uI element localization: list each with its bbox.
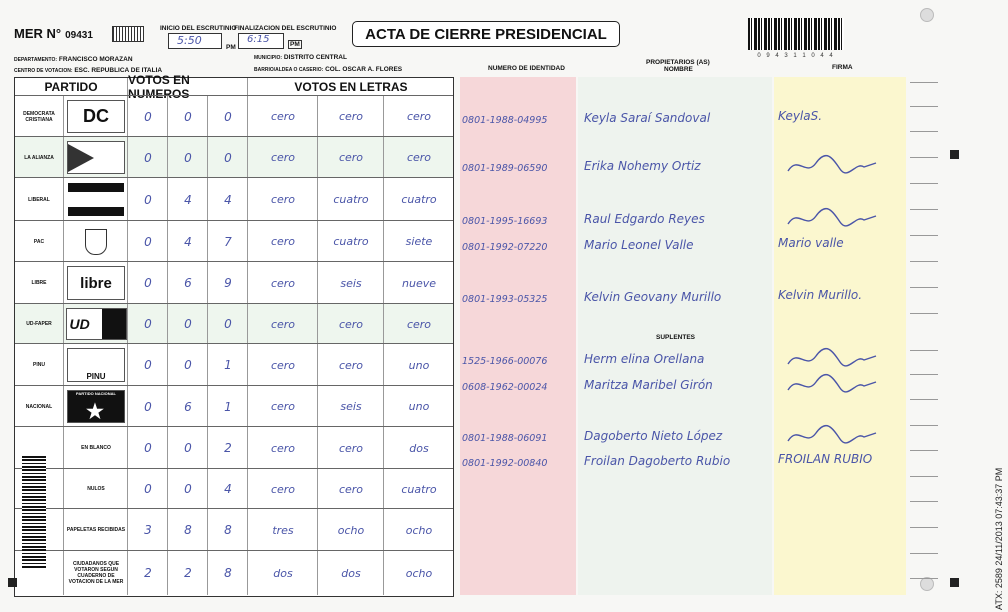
vote-word: cero	[247, 304, 318, 344]
signature-scribble	[784, 372, 880, 398]
member-id: 0801-1992-00840	[462, 458, 548, 469]
vote-digit: 1	[207, 344, 248, 386]
vote-word: dos	[317, 551, 384, 595]
table-row	[15, 426, 453, 469]
vote-word: cuatro	[317, 178, 384, 221]
final-box	[238, 33, 284, 49]
party-name: CIUDADANOS QUE VOTARON SEGUN CUADERNO DE VOTACION DE LA MER	[63, 551, 128, 595]
row-guide-line	[910, 157, 938, 158]
final-label: FINALIZACION DEL ESCRUTINIO	[234, 25, 337, 32]
id-column-stripe	[460, 77, 576, 595]
vote-digit: 0	[167, 427, 208, 469]
barcode-number: 0 9 4 3 1 1 0 4 4	[757, 53, 835, 59]
vote-digit: 0	[167, 304, 208, 344]
member-id: 0801-1988-06091	[462, 433, 548, 444]
row-guide-line	[910, 261, 938, 262]
vote-word: cero	[317, 427, 384, 469]
signature-scribble	[784, 346, 880, 372]
centro-value: ESC. REPUBLICA DE ITALIA	[74, 67, 163, 74]
member-signature: KeylaS.	[778, 109, 823, 123]
vote-word: cero	[383, 304, 454, 344]
row-guide-line	[910, 131, 938, 132]
member-signature: Mario valle	[778, 236, 844, 250]
member-id: 0801-1995-16693	[462, 216, 548, 227]
mer-label	[14, 26, 93, 41]
final-suffix: PM	[290, 41, 300, 48]
member-name: Kelvin Geovany Murillo	[584, 290, 722, 304]
vote-digit: 6	[167, 386, 208, 427]
vote-digit: 0	[127, 344, 168, 386]
vote-word: cero	[247, 344, 318, 386]
row-guide-line	[910, 106, 938, 107]
party-logo: PARTIDO NACIONAL ★	[67, 390, 125, 423]
votes-table	[14, 72, 454, 597]
party-logo: UD	[66, 308, 127, 340]
id-column-label: NUMERO DE IDENTIDAD	[488, 65, 565, 72]
party-name: LIBRE	[31, 280, 47, 286]
alianza-triangle-icon	[68, 144, 94, 172]
member-name: Dagoberto Nieto López	[584, 429, 723, 443]
firma-label: FIRMA	[832, 64, 853, 71]
municipio-value: DISTRITO CENTRAL	[283, 54, 347, 61]
party-name: PAPELETAS RECIBIDAS	[63, 509, 128, 551]
party-name: UD-FAPER	[26, 321, 52, 327]
vote-digit: 8	[207, 551, 248, 595]
vote-digit: 0	[167, 96, 208, 137]
vote-word: dos	[383, 427, 454, 469]
row-guide-line	[910, 350, 938, 351]
vote-word: cero	[247, 386, 318, 427]
vote-word: cero	[317, 304, 384, 344]
mer-number: 09431	[65, 30, 93, 41]
member-id: 0801-1988-04995	[462, 115, 548, 126]
vote-digit: 2	[127, 551, 168, 595]
vote-digit: 0	[167, 344, 208, 386]
vote-digit: 0	[127, 427, 168, 469]
pac-shield-icon	[85, 229, 107, 255]
row-guide-line	[910, 209, 938, 210]
row-guide-line	[910, 425, 938, 426]
party-logo-cell	[63, 344, 128, 386]
party-name: EN BLANCO	[63, 427, 128, 469]
vote-digit: 0	[127, 221, 168, 262]
vote-digit: 7	[207, 221, 248, 262]
party-name: NACIONAL	[25, 403, 53, 410]
inicio-box	[168, 33, 222, 49]
vote-digit: 0	[127, 178, 168, 221]
vote-word: cero	[317, 96, 384, 137]
vote-digit: 4	[207, 178, 248, 221]
vote-word: ocho	[383, 509, 454, 551]
signature-scribble	[784, 153, 880, 179]
vote-digit: 0	[127, 386, 168, 427]
vote-word: cero	[383, 96, 454, 137]
corner-mark-r1	[950, 150, 959, 159]
member-name: Froilan Dagoberto Rubio	[584, 454, 731, 468]
vote-digit: 1	[207, 386, 248, 427]
row-guide-line	[910, 287, 938, 288]
row-guide-line	[910, 313, 938, 314]
barcode-left	[22, 456, 46, 568]
party-logo-cell	[63, 178, 128, 221]
vote-word: cero	[383, 137, 454, 178]
row-guide-line	[910, 82, 938, 83]
row-guide-line	[910, 501, 938, 502]
member-id: 0608-1962-00024	[462, 382, 548, 393]
member-name: Herm elina Orellana	[584, 352, 705, 366]
vote-word: cero	[317, 344, 384, 386]
party-logo-cell	[63, 262, 128, 304]
party-logo	[68, 226, 124, 257]
row-guide-line	[910, 183, 938, 184]
centro-label: CENTRO DE VOTACION:	[14, 68, 73, 74]
member-id: 0801-1992-07220	[462, 242, 548, 253]
table-row	[15, 220, 453, 262]
vote-word: cero	[317, 137, 384, 178]
star-icon: ★	[86, 401, 104, 423]
vote-word: cero	[317, 469, 384, 509]
vote-digit: 0	[127, 469, 168, 509]
vote-digit: 0	[207, 96, 248, 137]
inicio-label: INICIO DEL ESCRUTINIO	[160, 25, 237, 32]
row-guide-line	[910, 235, 938, 236]
table-row	[15, 303, 453, 344]
vote-word: cero	[247, 178, 318, 221]
departamento-label: DEPARTAMENTO:	[14, 57, 58, 63]
municipio-label: MUNICIPIO:	[254, 55, 283, 61]
vote-word: seis	[317, 262, 384, 304]
vote-digit: 2	[207, 427, 248, 469]
vote-word: seis	[317, 386, 384, 427]
suplentes-label: SUPLENTES	[656, 334, 696, 341]
inicio-suffix: PM	[226, 44, 236, 51]
vote-digit: 0	[167, 137, 208, 178]
vote-word: cero	[247, 427, 318, 469]
barrio	[254, 66, 402, 73]
row-guide-line	[910, 399, 938, 400]
table-row	[15, 508, 453, 551]
table-row	[15, 385, 453, 427]
vote-word: nueve	[383, 262, 454, 304]
vote-digit: 0	[167, 469, 208, 509]
municipio	[254, 54, 347, 61]
vote-digit: 9	[207, 262, 248, 304]
vote-word: cero	[247, 469, 318, 509]
corner-mark-bl	[8, 578, 17, 587]
final-time: 6:15	[247, 34, 270, 45]
table-row	[15, 261, 453, 304]
propietarios-label: PROPIETARIOS (AS)	[646, 59, 710, 66]
row-guide-line	[910, 527, 938, 528]
cne-logo	[112, 26, 144, 42]
party-name: LIBERAL	[28, 196, 50, 203]
vote-word: ocho	[317, 509, 384, 551]
vote-digit: 0	[127, 137, 168, 178]
party-logo: DC	[67, 100, 125, 133]
punch-hole-bottom	[920, 577, 934, 591]
timestamp-stamp: ATX: 2589 24/11/2013 07:43:37 PM	[994, 467, 1004, 610]
party-name: DEMOCRATA CRISTIANA	[23, 110, 55, 123]
vote-word: cero	[247, 221, 318, 262]
punch-hole-top	[920, 8, 934, 22]
vote-digit: 0	[127, 96, 168, 137]
departamento-value: FRANCISCO MORAZAN	[58, 56, 133, 63]
member-signature: Kelvin Murillo.	[778, 288, 863, 302]
nombre-label: NOMBRE	[664, 66, 693, 73]
sun-icon	[102, 309, 126, 339]
vote-digit: 2	[167, 551, 208, 595]
vote-digit: 4	[207, 469, 248, 509]
table-header	[15, 72, 453, 101]
member-id: 1525-1966-00076	[462, 356, 548, 367]
vote-word: cero	[247, 137, 318, 178]
party-logo	[67, 141, 125, 174]
vote-word: cuatro	[383, 178, 454, 221]
table-row	[15, 343, 453, 386]
vote-digit: 8	[167, 509, 208, 551]
vote-digit: 4	[167, 221, 208, 262]
party-logo: PINU	[67, 348, 125, 382]
member-id: 0801-1993-05325	[462, 294, 548, 305]
barrio-label: BARRIO/ALDEA O CASERIO:	[254, 67, 324, 73]
vote-digit: 4	[167, 178, 208, 221]
signature-scribble	[784, 206, 880, 232]
vote-digit: 0	[207, 304, 248, 344]
vote-word: uno	[383, 386, 454, 427]
party-logo: libre	[67, 266, 125, 300]
table-row	[15, 136, 453, 178]
signature-scribble	[784, 423, 880, 449]
barcode-top	[748, 18, 844, 50]
party-logo-cell	[63, 386, 128, 427]
party-name: LA ALIANZA	[24, 154, 54, 161]
col-numeros-header: VOTOS EN NUMEROS	[127, 78, 248, 95]
party-logo-cell	[63, 304, 128, 344]
vote-digit: 0	[127, 262, 168, 304]
vote-word: cuatro	[317, 221, 384, 262]
row-guide-line	[910, 476, 938, 477]
member-id: 0801-1989-06590	[462, 163, 548, 174]
vote-digit: 0	[207, 137, 248, 178]
departamento	[14, 56, 133, 63]
inicio-time: 5:50	[177, 34, 202, 47]
vote-word: cero	[247, 96, 318, 137]
row-guide-line	[910, 553, 938, 554]
vote-word: cuatro	[383, 469, 454, 509]
vote-word: cero	[247, 262, 318, 304]
vote-word: tres	[247, 509, 318, 551]
member-name: Maritza Maribel Girón	[584, 378, 713, 392]
col-letras-header: VOTOS EN LETRAS	[247, 78, 454, 95]
document-title: ACTA DE CIERRE PRESIDENCIAL	[352, 21, 620, 47]
table-row	[15, 177, 453, 221]
vote-digit: 0	[127, 304, 168, 344]
party-logo-cell	[63, 96, 128, 137]
party-logo-cell	[63, 221, 128, 262]
member-signature: FROILAN RUBIO	[778, 452, 873, 466]
vote-digit: 8	[207, 509, 248, 551]
vote-word: siete	[383, 221, 454, 262]
row-guide-line	[910, 374, 938, 375]
vote-digit: 6	[167, 262, 208, 304]
party-name: NULOS	[63, 469, 128, 509]
vote-word: uno	[383, 344, 454, 386]
vote-digit: 3	[127, 509, 168, 551]
member-name: Erika Nohemy Ortiz	[584, 159, 701, 173]
member-name: Keyla Saraí Sandoval	[584, 111, 711, 125]
vote-word: ocho	[383, 551, 454, 595]
table-row	[15, 95, 453, 137]
party-logo-cell	[63, 137, 128, 178]
barrio-value: COL. OSCAR A. FLORES	[325, 66, 403, 73]
member-name: Raul Edgardo Reyes	[584, 212, 705, 226]
table-row	[15, 550, 453, 595]
mer-label-text: MER N°	[14, 26, 62, 41]
row-guide-line	[910, 578, 938, 579]
row-guide-line	[910, 450, 938, 451]
party-name: PAC	[33, 238, 45, 245]
member-name: Mario Leonel Valle	[584, 238, 694, 252]
party-name: PINU	[33, 362, 45, 368]
table-row	[15, 468, 453, 509]
col-partido-header: PARTIDO	[44, 79, 98, 94]
liberal-flag-icon	[68, 183, 124, 216]
vote-word: dos	[247, 551, 318, 595]
corner-mark-r2	[950, 578, 959, 587]
